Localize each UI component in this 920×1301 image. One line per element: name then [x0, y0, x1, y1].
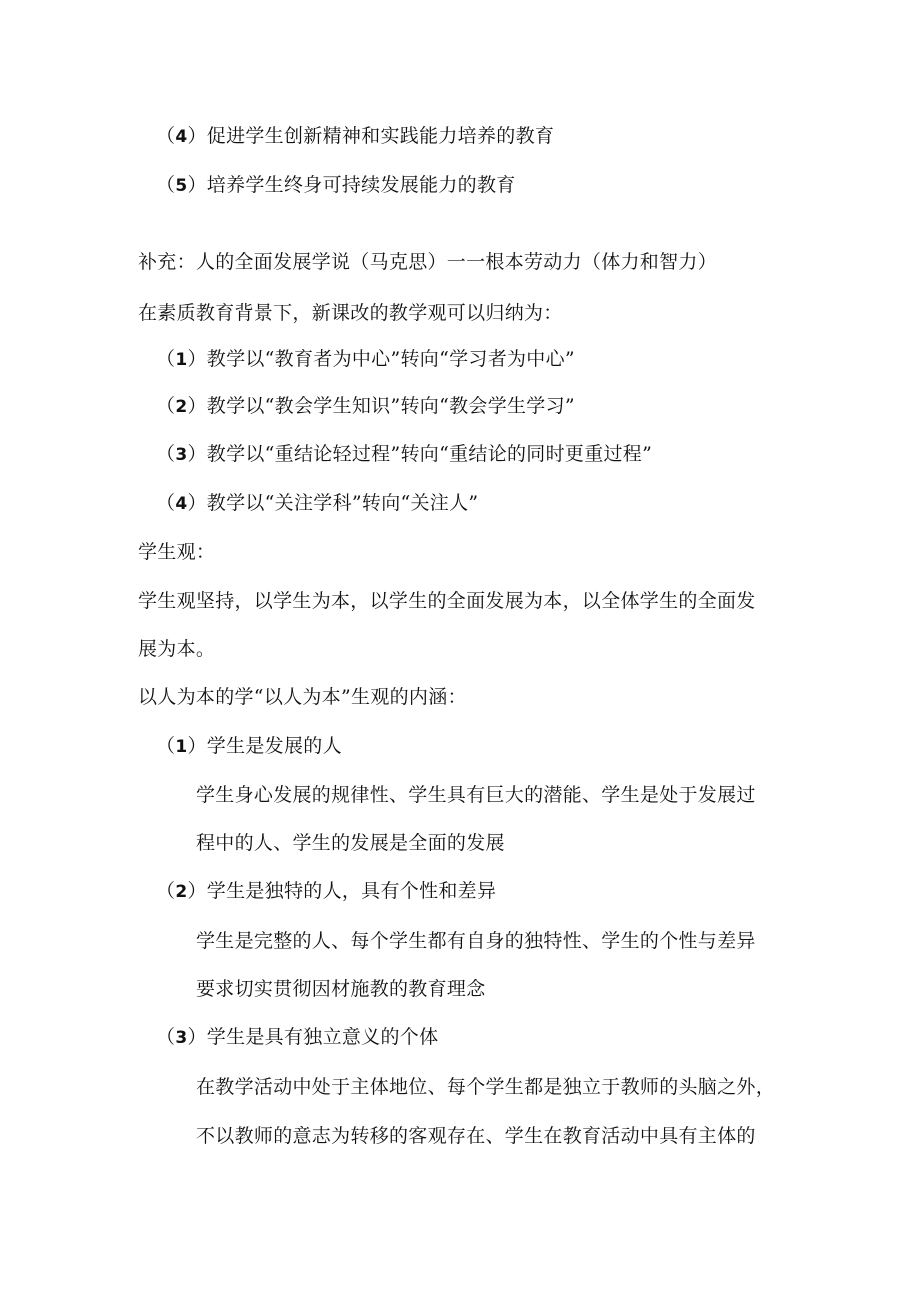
point-title: （1）学生是发展的人 — [156, 735, 342, 757]
point-detail-line: 在教学活动中处于主体地位、每个学生都是独立于教师的头脑之外， — [196, 1076, 776, 1098]
point-detail-line: 学生身心发展的规律性、学生具有巨大的潜能、学生是处于发展过 — [196, 784, 756, 806]
item-number: 1 — [175, 737, 188, 757]
point-title: （2）学生是独特的人，具有个性和差异 — [156, 880, 497, 902]
item-number: 3 — [175, 445, 188, 465]
list-item-text: 教学以“重结论轻过程”转向“重结论的同时更重过程” — [206, 443, 653, 465]
point-title-text: 学生是独特的人，具有个性和差异 — [206, 880, 497, 902]
point-detail-line: 要求切实贯彻因材施教的教育理念 — [196, 978, 486, 1000]
section-heading: 学生观： — [138, 541, 216, 563]
list-item-text: 教学以“教会学生知识”转向“教会学生学习” — [206, 395, 575, 417]
list-item-text: 促进学生创新精神和实践能力培养的教育 — [206, 125, 555, 147]
list-item-text: 教学以“教育者为中心”转向“学习者为中心” — [206, 348, 575, 370]
point-detail-line: 学生是完整的人、每个学生都有自身的独特性、学生的个性与差异 — [196, 930, 756, 952]
item-number: 2 — [175, 882, 188, 902]
point-title-text: 学生是具有独立意义的个体 — [206, 1026, 439, 1048]
point-title-text: 学生是发展的人 — [206, 735, 342, 757]
item-number: 5 — [175, 176, 188, 196]
point-detail-line: 程中的人、学生的发展是全面的发展 — [196, 832, 505, 854]
item-number: 4 — [175, 127, 188, 147]
meaning-intro: 以人为本的学“以人为本”生观的内涵： — [138, 686, 467, 708]
paragraph-line: 展为本。 — [138, 638, 216, 660]
supplement-paragraph: 补充：人的全面发展学说（马克思）一一根本劳动力（体力和智力） — [138, 251, 718, 273]
point-title: （3）学生是具有独立意义的个体 — [156, 1026, 439, 1048]
list-item: （4）教学以“关注学科”转向“关注人” — [156, 492, 479, 514]
item-number: 2 — [175, 397, 188, 417]
list-item: （5）培养学生终身可持续发展能力的教育 — [156, 174, 516, 196]
point-detail-line: 不以教师的意志为转移的客观存在、学生在教育活动中具有主体的 — [196, 1125, 756, 1147]
item-number: 3 — [175, 1028, 188, 1048]
item-number: 1 — [175, 350, 188, 370]
list-item-text: 教学以“关注学科”转向“关注人” — [206, 492, 479, 514]
teaching-view-intro: 在素质教育背景下，新课改的教学观可以归纳为： — [138, 302, 563, 324]
item-number: 4 — [175, 494, 188, 514]
list-item: （2）教学以“教会学生知识”转向“教会学生学习” — [156, 395, 575, 417]
list-item: （1）教学以“教育者为中心”转向“学习者为中心” — [156, 348, 575, 370]
paragraph-line: 学生观坚持，以学生为本，以学生的全面发展为本，以全体学生的全面发 — [138, 590, 756, 612]
list-item: （3）教学以“重结论轻过程”转向“重结论的同时更重过程” — [156, 443, 653, 465]
list-item: （4）促进学生创新精神和实践能力培养的教育 — [156, 125, 555, 147]
list-item-text: 培养学生终身可持续发展能力的教育 — [206, 174, 516, 196]
